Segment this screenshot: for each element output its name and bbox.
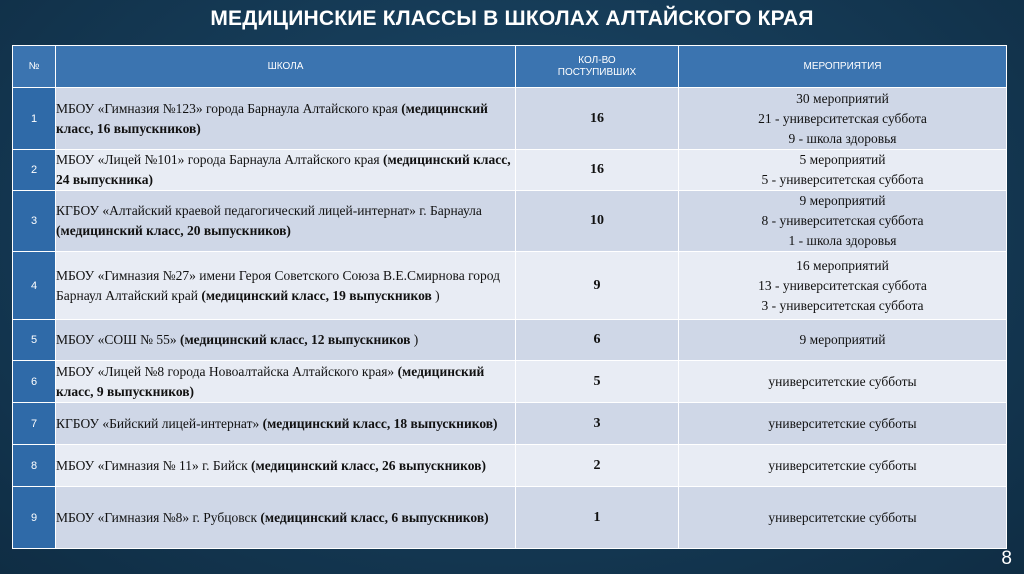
- events-cell: [679, 403, 1007, 445]
- school-name: КГБОУ «Алтайский краевой педагогический лицей-интернат» г. Барнаула: [56, 203, 482, 218]
- event-line: 1 - школа здоровья: [788, 233, 897, 248]
- event-line: 21 - университетская суббота: [758, 110, 927, 126]
- events-cell: [679, 88, 1007, 150]
- table-row: [13, 403, 1007, 445]
- event-line: 30 мероприятий: [796, 90, 889, 106]
- row-number: 9: [13, 487, 56, 549]
- page-title: МЕДИЦИНСКИЕ КЛАССЫ В ШКОЛАХ АЛТАЙСКОГО КРАЯ: [210, 7, 814, 30]
- event-line: университетские субботы: [768, 457, 917, 473]
- row-number: 6: [13, 361, 56, 403]
- event-line: 9 мероприятий: [799, 332, 886, 347]
- school-class-info: (медицинский класс, 18 выпускников): [262, 415, 498, 431]
- events-cell: [679, 191, 1007, 252]
- school-class-info: (медицинский класс, 6 выпускников): [260, 509, 489, 525]
- school-class-info: (медицинский класс, 9 выпускников): [56, 363, 485, 399]
- row-number: 1: [13, 88, 56, 150]
- events-cell: [679, 320, 1007, 361]
- table-header-row: [13, 46, 1007, 88]
- school-name: КГБОУ «Бийский лицей-интернат»: [56, 415, 260, 431]
- school-class-info: (медицинский класс, 26 выпускников): [251, 457, 486, 473]
- event-line: 3 - университетская суббота: [761, 297, 924, 313]
- admitted-count: 16: [516, 150, 679, 191]
- admitted-count: 9: [516, 252, 679, 320]
- event-line: 8 - университетская суббота: [761, 213, 924, 228]
- school-cell: [56, 487, 516, 549]
- column-header-num: №: [13, 46, 56, 88]
- column-header-count-line1: КОЛ-ВО: [578, 54, 616, 66]
- events-cell: [679, 150, 1007, 191]
- table-body: [13, 88, 1007, 549]
- school-cell: [56, 320, 516, 361]
- event-line: университетские субботы: [768, 373, 917, 389]
- school-class-info-tail: ): [413, 332, 419, 347]
- schools-table: [12, 45, 1007, 549]
- school-name: МБОУ «Гимназия №27» имени Героя Советского Союза В.Е.Смирнова город Барнаул Алтайский край: [56, 267, 501, 303]
- school-name: МБОУ «СОШ № 55»: [56, 332, 177, 347]
- admitted-count: 16: [516, 88, 679, 150]
- page-number: 8: [1001, 548, 1012, 569]
- admitted-count: 10: [516, 191, 679, 252]
- event-line: 5 - университетская суббота: [761, 172, 924, 187]
- event-line: 5 мероприятий: [799, 152, 886, 167]
- school-cell: [56, 191, 516, 252]
- school-class-info: (медицинский класс, 19 выпускников: [201, 287, 432, 303]
- event-line: 16 мероприятий: [796, 257, 889, 273]
- school-cell: [56, 403, 516, 445]
- event-line: 9 мероприятий: [799, 193, 886, 208]
- row-number: 2: [13, 150, 56, 191]
- event-line: университетские субботы: [768, 509, 917, 525]
- events-cell: [679, 361, 1007, 403]
- admitted-count: 3: [516, 403, 679, 445]
- admitted-count: 2: [516, 445, 679, 487]
- table-row: [13, 88, 1007, 150]
- events-cell: [679, 445, 1007, 487]
- event-line: 9 - школа здоровья: [788, 130, 897, 146]
- row-number: 4: [13, 252, 56, 320]
- event-line: университетские субботы: [768, 415, 917, 431]
- table-row: [13, 150, 1007, 191]
- admitted-count: 6: [516, 320, 679, 361]
- column-header-count: [516, 46, 679, 88]
- admitted-count: 1: [516, 487, 679, 549]
- row-number: 7: [13, 403, 56, 445]
- table-row: [13, 320, 1007, 361]
- school-class-info-tail: ): [435, 287, 440, 303]
- row-number: 5: [13, 320, 56, 361]
- school-class-info: (медицинский класс, 12 выпускников: [179, 332, 411, 347]
- school-cell: [56, 150, 516, 191]
- school-class-info: (медицинский класс, 16 выпускников): [56, 100, 488, 136]
- school-name: МБОУ «Лицей №101» города Барнаула Алтайского края: [56, 152, 380, 167]
- row-number: 3: [13, 191, 56, 252]
- admitted-count: 5: [516, 361, 679, 403]
- school-name: МБОУ «Лицей №8 города Новоалтайска Алтайского края»: [56, 363, 395, 379]
- school-cell: [56, 361, 516, 403]
- school-cell: [56, 252, 516, 320]
- column-header-events: МЕРОПРИЯТИЯ: [679, 46, 1007, 88]
- table-row: [13, 487, 1007, 549]
- table-row: [13, 252, 1007, 320]
- table-row: [13, 191, 1007, 252]
- row-number: 8: [13, 445, 56, 487]
- school-cell: [56, 445, 516, 487]
- events-cell: [679, 252, 1007, 320]
- table-row: [13, 445, 1007, 487]
- column-header-school: ШКОЛА: [56, 46, 516, 88]
- column-header-count-line2: ПОСТУПИВШИХ: [557, 66, 637, 78]
- events-cell: [679, 487, 1007, 549]
- school-class-info: (медицинский класс, 24 выпускника): [56, 152, 511, 187]
- school-name: МБОУ «Гимназия №8» г. Рубцовск: [56, 509, 258, 525]
- school-name: МБОУ «Гимназия № 11» г. Бийск: [56, 457, 248, 473]
- table-row: [13, 361, 1007, 403]
- school-name: МБОУ «Гимназия №123» города Барнаула Алтайского края: [56, 100, 398, 116]
- school-cell: [56, 88, 516, 150]
- event-line: 13 - университетская суббота: [758, 277, 927, 293]
- school-class-info: (медицинский класс, 20 выпускников): [56, 223, 291, 238]
